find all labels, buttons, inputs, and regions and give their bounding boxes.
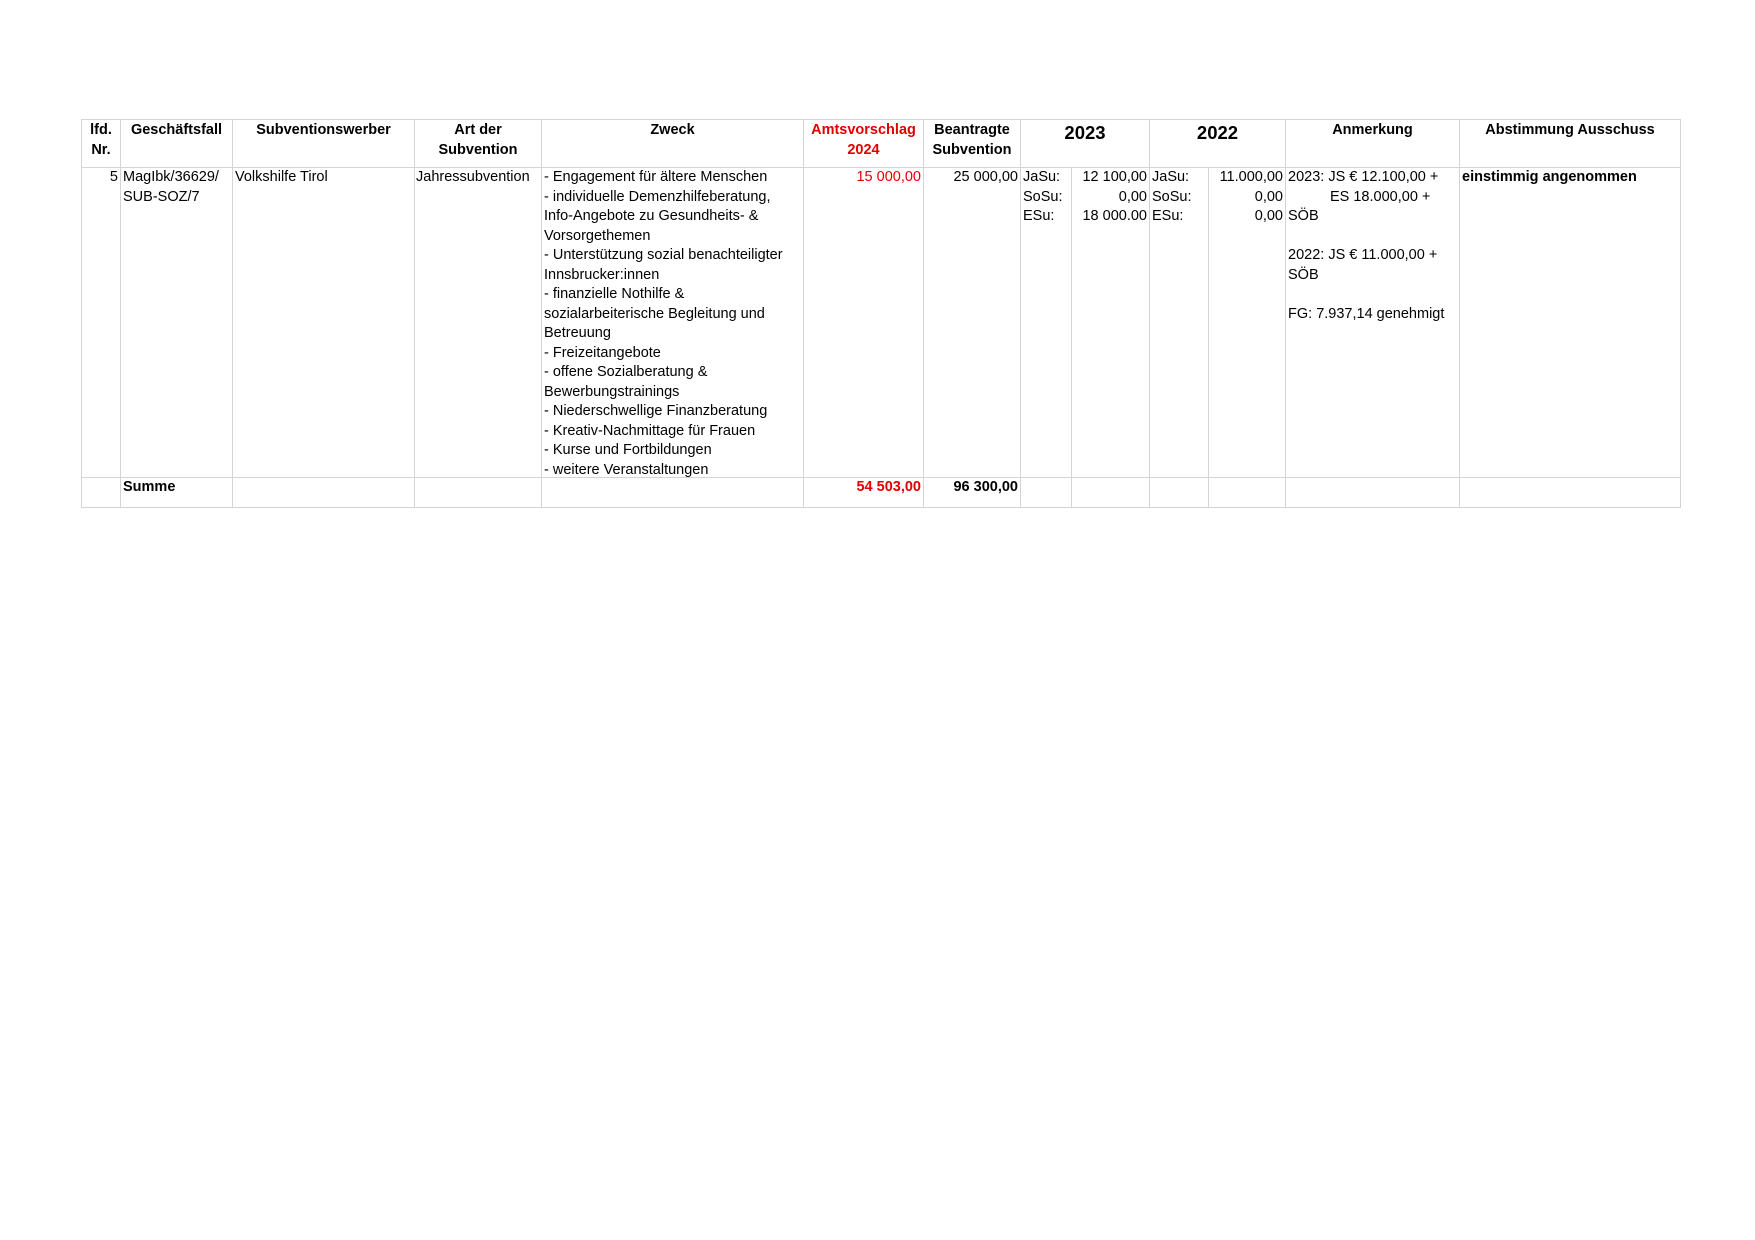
anmerkung-line: FG: 7.937,14 genehmigt (1288, 305, 1445, 322)
header-subventionswerber: Subventionswerber (233, 120, 415, 168)
sum-empty-cell (1286, 478, 1460, 508)
zweck-line: - Engagement für ältere Menschen (544, 169, 768, 185)
header-lfd-nr: lfd. Nr. (82, 120, 121, 168)
sum-empty-cell (233, 478, 415, 508)
value-jasu-2023: 12 100,00 (1082, 169, 1147, 185)
zweck-line: - finanzielle Nothilfe & sozialarbeiterische Begleitung und Betreuung (544, 286, 765, 341)
label-sosu: SoSu: (1023, 188, 1063, 205)
anmerkung-line: 2022: JS € 11.000,00 + (1288, 247, 1438, 263)
value-sosu-2022: 0,00 (1254, 188, 1283, 205)
sum-empty-cell (542, 478, 804, 508)
cell-art: Jahressubvention (415, 168, 542, 478)
summe-label: Summe (121, 478, 233, 508)
sum-empty-cell (1460, 478, 1681, 508)
zweck-line: - Kreativ-Nachmittage für Frauen (544, 422, 756, 439)
cell-2023-labels (1021, 168, 1072, 478)
value-esu-2022: 0,00 (1254, 208, 1283, 224)
header-art: Art der Subvention (415, 120, 542, 168)
cell-zweck (542, 168, 804, 478)
label-jasu: JaSu: (1023, 169, 1061, 185)
anmerkung-line: ES 18.000,00 + (1330, 188, 1431, 205)
anmerkung-line: SÖB (1288, 208, 1319, 224)
cell-anmerkung (1286, 168, 1460, 478)
header-anmerkung: Anmerkung (1286, 120, 1460, 168)
sum-empty-cell (1021, 478, 1072, 508)
zweck-line: - Unterstützung sozial benachteiligter Innsbrucker:innen (544, 247, 783, 283)
cell-lfd-nr: 5 (82, 168, 121, 478)
header-year-2022: 2022 (1150, 120, 1286, 168)
sum-empty-cell (82, 478, 121, 508)
zweck-line: - Niederschwellige Finanzberatung (544, 403, 768, 419)
cell-geschaeftsfall: MagIbk/36629/ SUB-SOZ/7 (121, 168, 233, 478)
cell-amtsvorschlag: 15 000,00 (804, 168, 924, 478)
anmerkung-line: SÖB (1288, 266, 1319, 283)
cell-2023-values (1072, 168, 1150, 478)
subvention-table (81, 119, 1681, 508)
value-jasu-2022: 11.000,00 (1219, 169, 1283, 185)
cell-beantragte: 25 000,00 (924, 168, 1021, 478)
cell-abstimmung: einstimmig angenommen (1460, 168, 1681, 478)
header-abstimmung: Abstimmung Ausschuss (1460, 120, 1681, 168)
label-esu: ESu: (1023, 208, 1055, 224)
cell-2022-values (1209, 168, 1286, 478)
header-zweck: Zweck (542, 120, 804, 168)
sum-empty-cell (1072, 478, 1150, 508)
label-sosu: SoSu: (1152, 188, 1192, 205)
header-beantragte: Beantragte Subvention (924, 120, 1021, 168)
label-jasu: JaSu: (1152, 169, 1190, 185)
zweck-line: - offene Sozialberatung & Bewerbungstrainings (544, 364, 708, 400)
value-esu-2023: 18 000.00 (1082, 208, 1147, 224)
value-sosu-2023: 0,00 (1118, 188, 1147, 205)
summe-row (82, 478, 1681, 508)
label-esu: ESu: (1152, 208, 1184, 224)
header-row (82, 120, 1681, 168)
cell-2022-labels (1150, 168, 1209, 478)
zweck-line: - Freizeitangebote (544, 344, 661, 361)
table-row (82, 168, 1681, 478)
header-year-2023: 2023 (1021, 120, 1150, 168)
zweck-line: - weitere Veranstaltungen (544, 461, 709, 477)
sum-empty-cell (415, 478, 542, 508)
summe-beantragte: 96 300,00 (924, 478, 1021, 508)
summe-amtsvorschlag: 54 503,00 (804, 478, 924, 508)
anmerkung-line: 2023: JS € 12.100,00 + (1288, 169, 1439, 185)
sum-empty-cell (1209, 478, 1286, 508)
cell-subventionswerber: Volkshilfe Tirol (233, 168, 415, 478)
header-geschaeftsfall: Geschäftsfall (121, 120, 233, 168)
sum-empty-cell (1150, 478, 1209, 508)
zweck-line: - individuelle Demenzhilfeberatung, Info-Angebote zu Gesundheits- & Vorsorgethemen (544, 188, 771, 244)
zweck-list (544, 168, 801, 477)
zweck-line: - Kurse und Fortbildungen (544, 442, 712, 458)
header-amtsvorschlag: Amtsvorschlag 2024 (804, 120, 924, 168)
